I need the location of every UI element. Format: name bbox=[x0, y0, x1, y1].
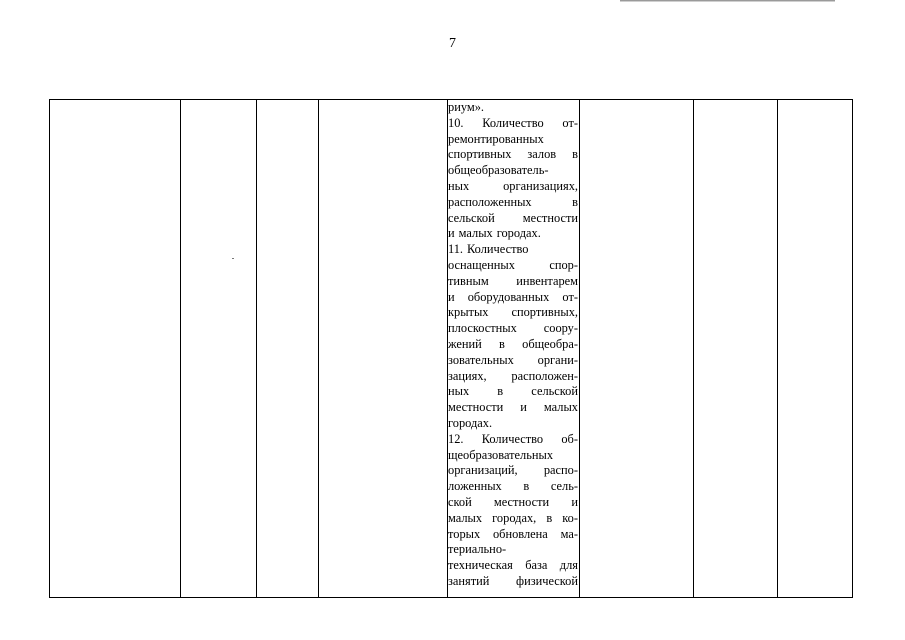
cell-word: риум». bbox=[448, 100, 484, 114]
cell-word: териально- bbox=[448, 542, 507, 557]
page-number: 7 bbox=[449, 36, 456, 51]
cell-text-line bbox=[448, 479, 578, 495]
cell-word: городах, bbox=[492, 510, 537, 525]
cell-text-line bbox=[448, 274, 578, 290]
cell-word: от- bbox=[562, 289, 578, 304]
cell-text-line bbox=[448, 400, 578, 416]
cell-word: плоскостных bbox=[448, 321, 517, 336]
cell-word: ской bbox=[448, 494, 472, 509]
cell-word: местности bbox=[493, 494, 550, 509]
cell-word: зациях, bbox=[448, 368, 487, 383]
cell-word: тивным bbox=[448, 273, 489, 288]
cell-text-line bbox=[448, 337, 578, 353]
cell-text-line bbox=[448, 353, 578, 369]
column-divider bbox=[693, 100, 694, 597]
cell-word: спортивных, bbox=[511, 305, 578, 320]
column-divider bbox=[256, 100, 257, 597]
cell-word: сель- bbox=[550, 479, 578, 494]
cell-word: Количество bbox=[467, 242, 529, 257]
cell-word: соору- bbox=[543, 321, 578, 336]
cell-word: в bbox=[523, 479, 530, 494]
cell-text-line bbox=[448, 574, 578, 590]
cell-word: ных bbox=[448, 384, 470, 399]
column-divider bbox=[579, 100, 580, 597]
cell-text-line bbox=[448, 463, 578, 479]
cell-word: общеобразователь- bbox=[448, 163, 549, 178]
cell-word: и bbox=[448, 226, 455, 241]
cell-word: в bbox=[497, 384, 504, 399]
cell-text-line bbox=[448, 100, 578, 116]
cell-text-line bbox=[448, 163, 578, 179]
cell-text-line bbox=[448, 195, 578, 211]
cell-word: Количество bbox=[482, 115, 544, 130]
cell-text-line bbox=[448, 495, 578, 511]
column-divider bbox=[318, 100, 319, 597]
cell-text-line bbox=[448, 116, 578, 132]
cell-word: инвентарем bbox=[516, 273, 578, 288]
cell-text-line bbox=[448, 542, 578, 558]
cell-word: Количество bbox=[481, 431, 544, 446]
cell-word: расположенных bbox=[448, 194, 532, 209]
cell-word: городах. bbox=[496, 226, 541, 241]
cell-word: сельской bbox=[531, 384, 578, 399]
cell-word: ложенных bbox=[448, 479, 502, 494]
cell-word: оборудованных bbox=[467, 289, 550, 304]
column-divider bbox=[777, 100, 778, 597]
cell-word: оснащенных bbox=[448, 257, 515, 272]
cell-text-line bbox=[448, 179, 578, 195]
cell-word: организациях, bbox=[503, 178, 578, 193]
cell-text-line bbox=[448, 369, 578, 385]
cell-text-line bbox=[448, 305, 578, 321]
cell-word: спор- bbox=[549, 257, 578, 272]
cell-word: об- bbox=[561, 431, 578, 446]
cell-text-line bbox=[448, 147, 578, 163]
cell-word: местности bbox=[448, 400, 504, 415]
cell-word: залов bbox=[527, 147, 557, 162]
cell-word: в bbox=[546, 510, 553, 525]
cell-text-line bbox=[448, 290, 578, 306]
cell-word: и bbox=[571, 494, 578, 509]
cell-word: техническая bbox=[448, 558, 513, 573]
cell-text-line bbox=[448, 432, 578, 448]
cell-word: малых bbox=[543, 400, 578, 415]
cell-word: щеобразовательных bbox=[448, 447, 554, 462]
cell-text-line bbox=[448, 558, 578, 574]
scan-speck bbox=[232, 258, 234, 259]
cell-word: зовательных bbox=[448, 352, 514, 367]
cell-text-line bbox=[448, 511, 578, 527]
cell-word: общеобра- bbox=[522, 336, 578, 351]
column-divider bbox=[180, 100, 181, 597]
cell-word: в bbox=[499, 336, 505, 351]
cell-word: ремонтированных bbox=[448, 131, 544, 146]
cell-word: городах. bbox=[448, 415, 493, 430]
cell-word: база bbox=[525, 558, 548, 573]
cell-word: занятий bbox=[448, 573, 490, 588]
cell-text-line bbox=[448, 211, 578, 227]
cell-word: и bbox=[448, 289, 455, 304]
cell-word: крытых bbox=[448, 305, 489, 320]
cell-text-line bbox=[448, 321, 578, 337]
cell-text-line bbox=[448, 242, 578, 258]
cell-text-line bbox=[448, 132, 578, 148]
cell-word: от- bbox=[562, 115, 578, 130]
cell-text-line bbox=[448, 527, 578, 543]
cell-text-line bbox=[448, 416, 578, 432]
cell-word: жений bbox=[448, 336, 482, 351]
cell-word: расположен- bbox=[511, 368, 578, 383]
cell-word: торых bbox=[448, 526, 481, 541]
cell-word: спортивных bbox=[448, 147, 512, 162]
indicator-text-cell bbox=[448, 100, 578, 590]
cell-word: организаций, bbox=[448, 463, 518, 478]
header-rule bbox=[620, 0, 835, 2]
cell-text-line bbox=[448, 448, 578, 464]
cell-word: и bbox=[520, 400, 527, 415]
cell-word: ма- bbox=[560, 526, 578, 541]
cell-word: ных bbox=[448, 178, 470, 193]
cell-word: физической bbox=[516, 573, 578, 588]
cell-word: малых bbox=[458, 226, 493, 241]
cell-word: в bbox=[572, 194, 578, 209]
cell-word: для bbox=[559, 558, 578, 573]
cell-text-line bbox=[448, 226, 578, 242]
cell-word: ко- bbox=[562, 510, 578, 525]
cell-word: малых bbox=[448, 510, 483, 525]
cell-word: 12. bbox=[448, 431, 464, 446]
cell-text-line bbox=[448, 384, 578, 400]
cell-word: местности bbox=[522, 210, 578, 225]
cell-word: органи- bbox=[537, 352, 578, 367]
data-table bbox=[49, 99, 853, 598]
cell-word: в bbox=[572, 147, 578, 162]
cell-word: распо- bbox=[543, 463, 578, 478]
cell-word: сельской bbox=[448, 210, 495, 225]
cell-text-line bbox=[448, 258, 578, 274]
cell-word: обновлена bbox=[492, 526, 548, 541]
cell-word: 10. bbox=[448, 115, 464, 130]
cell-word: 11. bbox=[448, 242, 464, 257]
